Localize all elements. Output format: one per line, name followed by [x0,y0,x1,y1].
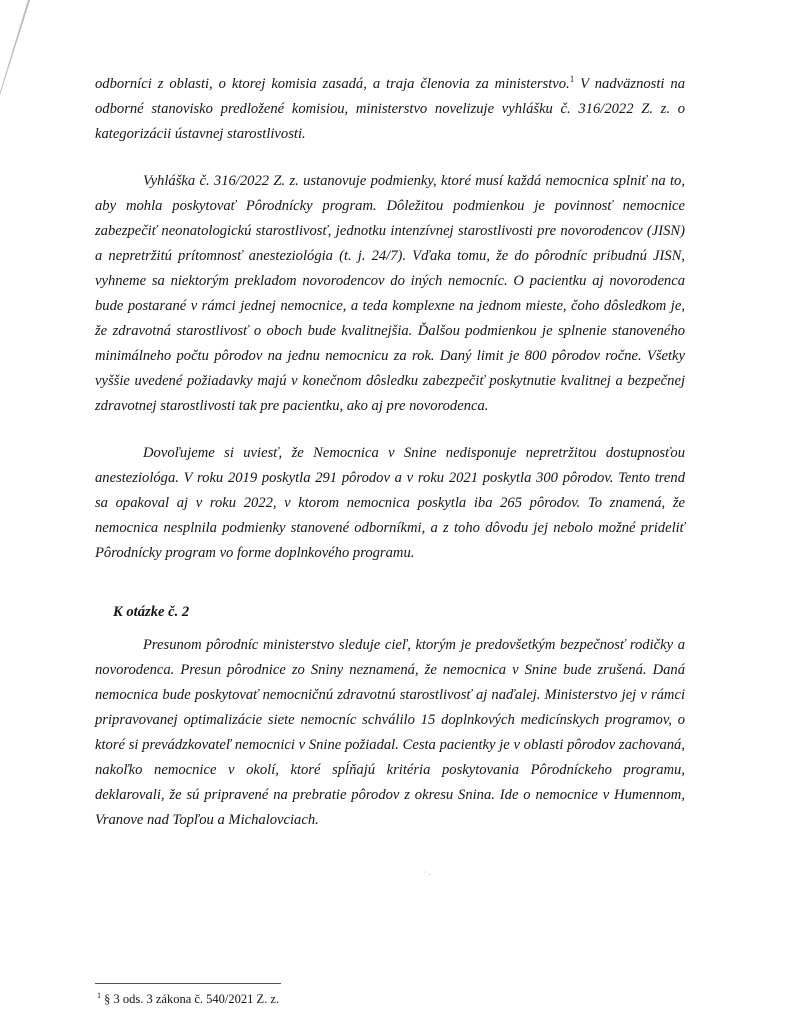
paragraph-1-continued: V nadväznosti na odborné stanovisko predložené komisiou, ministerstvo novelizuje vyhlášku č. 316/2022 Z. z. o kategorizácii ústavnej starostlivosti. [95,76,685,142]
footnote-reference[interactable]: 1 [569,74,575,85]
paragraph-q2: Presunom pôrodníc ministerstvo sleduje cieľ, ktorým je predovšetkým bezpečnosť rodičky a novorodenca. Presun pôrodnice zo Sniny neznamená, že nemocnica v Snine bude zrušená. Daná nemocnica bude poskytovať nemocničnú zdravotnú starostlivosť aj naďalej. Ministerstvo jej v rámci pripravovanej optimalizácie siete nemocníc schválilo 15 doplnkových medicínskych programov, o ktoré si prevádzkovateľ nemocnici v Snine požiadal. Cesta pacientky je v oblasti pôrodov zachovaná, nakoľko nemocnice v okolí, ktoré spĺňajú kritéria poskytovania Pôrodníckeho programu, deklarovali, že sú pripravené na prebratie pôrodov z okresu Snina. Ide o nemocnice v Humennom, Vranove nad Topľou a Michalovciach. [95,637,685,828]
footnote-text: § 3 ods. 3 zákona č. 540/2021 Z. z. [104,992,280,1006]
paragraph-2: Vyhláška č. 316/2022 Z. z. ustanovuje podmienky, ktoré musí každá nemocnica splniť na to, aby mohla poskytovať Pôrodnícky program. Dôležitou podmienkou je povinnosť nemocnice zabezpečiť neonatologickú starostlivosť, jednotku intenzívnej starostlivosti pre novorodencov (JISN) a nepretržitú prítomnosť anesteziológia (t. j. 24/7). Vďaka tomu, že do pôrodníc pribudnú JISN, vyhneme sa niektorým prekladom novorodencov do iných nemocníc. O pacientku aj novorodenca bude postarané v rámci jednej nemocnice, a teda komplexne na jednom mieste, čoho dôsledkom je, že zdravotná starostlivosť o oboch bude kvalitnejšia. Ďalšou podmienkou je splnenie stanoveného minimálneho počtu pôrodov na jednu nemocnicu za rok. Daný limit je 800 pôrodov ročne. Všetky vyššie uvedené požiadavky majú v konečnom dôsledku zabezpečiť poskytnutie kvalitnej a bezpečnej zdravotnej starostlivosti tak pre pacientku, ako aj pre novorodenca. [95,173,685,414]
section-heading: K otázke č. 2 [113,604,190,620]
footnote-divider [95,983,281,984]
page-corner-fold-inner [0,0,28,92]
paragraph-3: Dovoľujeme si uviesť, že Nemocnica v Snine nedisponuje nepretržitou dostupnosťou anesteziológa. V roku 2019 poskytla 291 pôrodov a v roku 2021 poskytla 300 pôrodov. Tento trend sa opakoval aj v roku 2022, v ktorom nemocnica poskytla iba 265 pôrodov. To znamená, že nemocnica nesplnila podmienky stanovené odborníkmi, a z toho dôvodu jej nebolo možné prideliť Pôrodnícky program vo forme doplnkového programu. [95,445,685,561]
footnote [97,992,279,1007]
scan-specks: · . [424,868,431,877]
footnote-marker: 1 [97,990,101,1000]
paragraph-1-text: odborníci z oblasti, o ktorej komisia zasadá, a traja členovia za ministerstvo. [95,76,570,92]
document-body [95,72,685,855]
paragraph-1 [95,72,685,147]
